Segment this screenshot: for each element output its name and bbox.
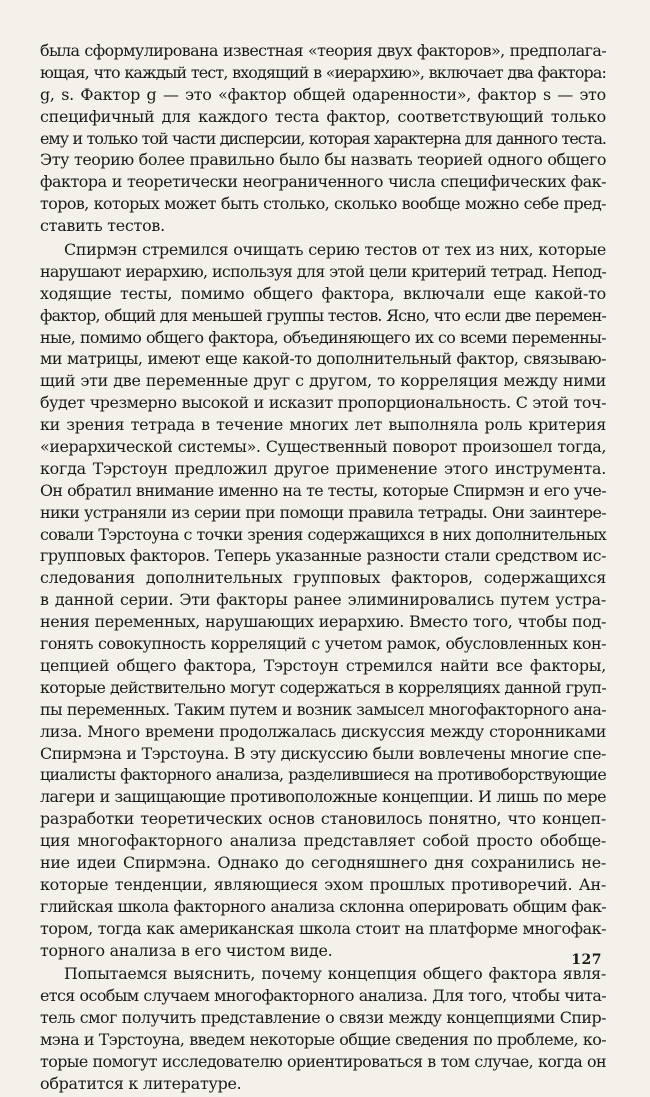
text-line: ция многофакторного анализа представляет собой просто обобще-	[40, 831, 606, 851]
text-line: ники устраняли из серии при помощи правила тетрады. Они заинтере-	[40, 502, 606, 522]
text-line: разработки теоретических основ становилось понятно, что концеп-	[40, 809, 606, 829]
text-line: g, s. Фактор g — это «фактор общей одаренности», фактор s — это	[40, 84, 606, 104]
text-line: циалисты факторного анализа, разделившиеся на противоборствующие	[40, 765, 606, 785]
text-line: Попытаемся выяснить, почему концепция общего фактора явля-	[64, 964, 606, 984]
text-line: ные, помимо общего фактора, объединяющего их со всеми переменны-	[40, 327, 606, 347]
text-line: ние идеи Спирмэна. Однако до сегодняшнего дня сохранились не-	[40, 852, 606, 872]
text-line: ется особым случаем многофакторного анализа. Для того, чтобы чита-	[40, 986, 606, 1006]
page-number: 127	[571, 952, 602, 968]
text-line: тель смог получить представление о связи между концепциями Спир-	[40, 1008, 606, 1028]
text-line: торов, которых может быть столько, сколько вообще можно себе пред-	[40, 194, 606, 214]
text-line: Спирмэна и Тэрстоуна. В эту дискуссию были вовлечены многие спе-	[40, 743, 606, 763]
text-line: торного анализа в его чистом виде.	[40, 940, 333, 960]
text-line: ющая, что каждый тест, входящий в «иерархию», включает два фактора:	[40, 62, 606, 82]
text-line: специфичный для каждого теста фактор, соответствующий только	[40, 106, 606, 126]
text-line: групповых факторов. Теперь указанные разности стали средством ис-	[40, 546, 606, 566]
text-line: нарушают иерархию, используя для этой цели критерий тетрад. Непод-	[40, 261, 606, 281]
text-line: совали Тэрстоуна с точки зрения содержащихся в них дополнительных	[40, 524, 606, 544]
text-line: глийская школа факторного анализа склонна оперировать общим фак-	[40, 896, 606, 916]
text-line: когда Тэрстоун предложил другое применение этого инструмента.	[40, 458, 606, 478]
text-line: обратится к литературе.	[40, 1073, 242, 1093]
text-line: фактор, общий для меньшей группы тестов. Ясно, что если две перемен-	[40, 305, 606, 325]
text-line: пы переменных. Таким путем и возник замысел многофакторного ана-	[40, 699, 606, 719]
text-line: которые действительно могут содержаться в корреляциях данной груп-	[40, 677, 606, 697]
text-line: Спирмэн стремился очищать серию тестов от тех из них, которые	[64, 240, 606, 260]
paragraph-3	[40, 963, 606, 1094]
text-line: мэна и Тэрстоуна, введем некоторые общие сведения по проблеме, ко-	[40, 1030, 606, 1050]
text-line: ми матрицы, имеют еще какой-то дополнительный фактор, связываю-	[40, 349, 606, 369]
page-body	[40, 40, 606, 1097]
text-line: ки зрения тетрада в течение многих лет выполняла роль критерия	[40, 415, 606, 435]
paragraph-1	[40, 40, 606, 237]
text-line: ходящие тесты, помимо общего фактора, включали еще какой-то	[40, 283, 606, 303]
text-line: торые помогут исследователю ориентироваться в том случае, когда он	[40, 1051, 606, 1071]
text-line: цепцией общего фактора, Тэрстоун стремился найти все факторы,	[40, 655, 606, 675]
text-line: которые тенденции, являющиеся эхом прошлых противоречий. Ан-	[40, 874, 606, 894]
text-line: тором, тогда как американская школа стоит на платформе многофак-	[40, 918, 606, 938]
text-line: гонять совокупность корреляций с учетом рамок, обусловленных кон-	[40, 634, 606, 654]
text-line: ему и только той части дисперсии, которая характерна для данного теста.	[40, 128, 606, 148]
text-line: ставить тестов.	[40, 216, 165, 236]
text-line: будет чрезмерно высокой и исказит пропорциональность. С этой точ-	[40, 393, 606, 413]
text-line: фактора и теоретически неограниченного числа специфических фак-	[40, 172, 606, 192]
text-line: следования дополнительных групповых факторов, содержащихся	[40, 568, 606, 588]
text-line: нения переменных, нарушающих иерархию. Вместо того, чтобы под-	[40, 612, 606, 632]
text-line: Эту теорию более правильно было бы назвать теорией одного общего	[40, 150, 606, 170]
text-line: была сформулирована известная «теория двух факторов», предполага-	[40, 41, 606, 60]
paragraph-2	[40, 239, 606, 961]
text-line: Он обратил внимание именно на те тесты, которые Спирмэн и его уче-	[40, 480, 606, 500]
text-line: в данной серии. Эти факторы ранее элиминировались путем устра-	[40, 590, 606, 610]
text-line: лагери и защищающие противоположные концепции. И лишь по мере	[40, 787, 606, 807]
text-line: щий эти две переменные друг с другом, то корреляция между ними	[40, 371, 606, 391]
text-line: лиза. Много времени продолжалась дискуссия между сторонниками	[40, 721, 606, 741]
text-line: «иерархической системы». Существенный поворот произошел тогда,	[40, 437, 606, 457]
